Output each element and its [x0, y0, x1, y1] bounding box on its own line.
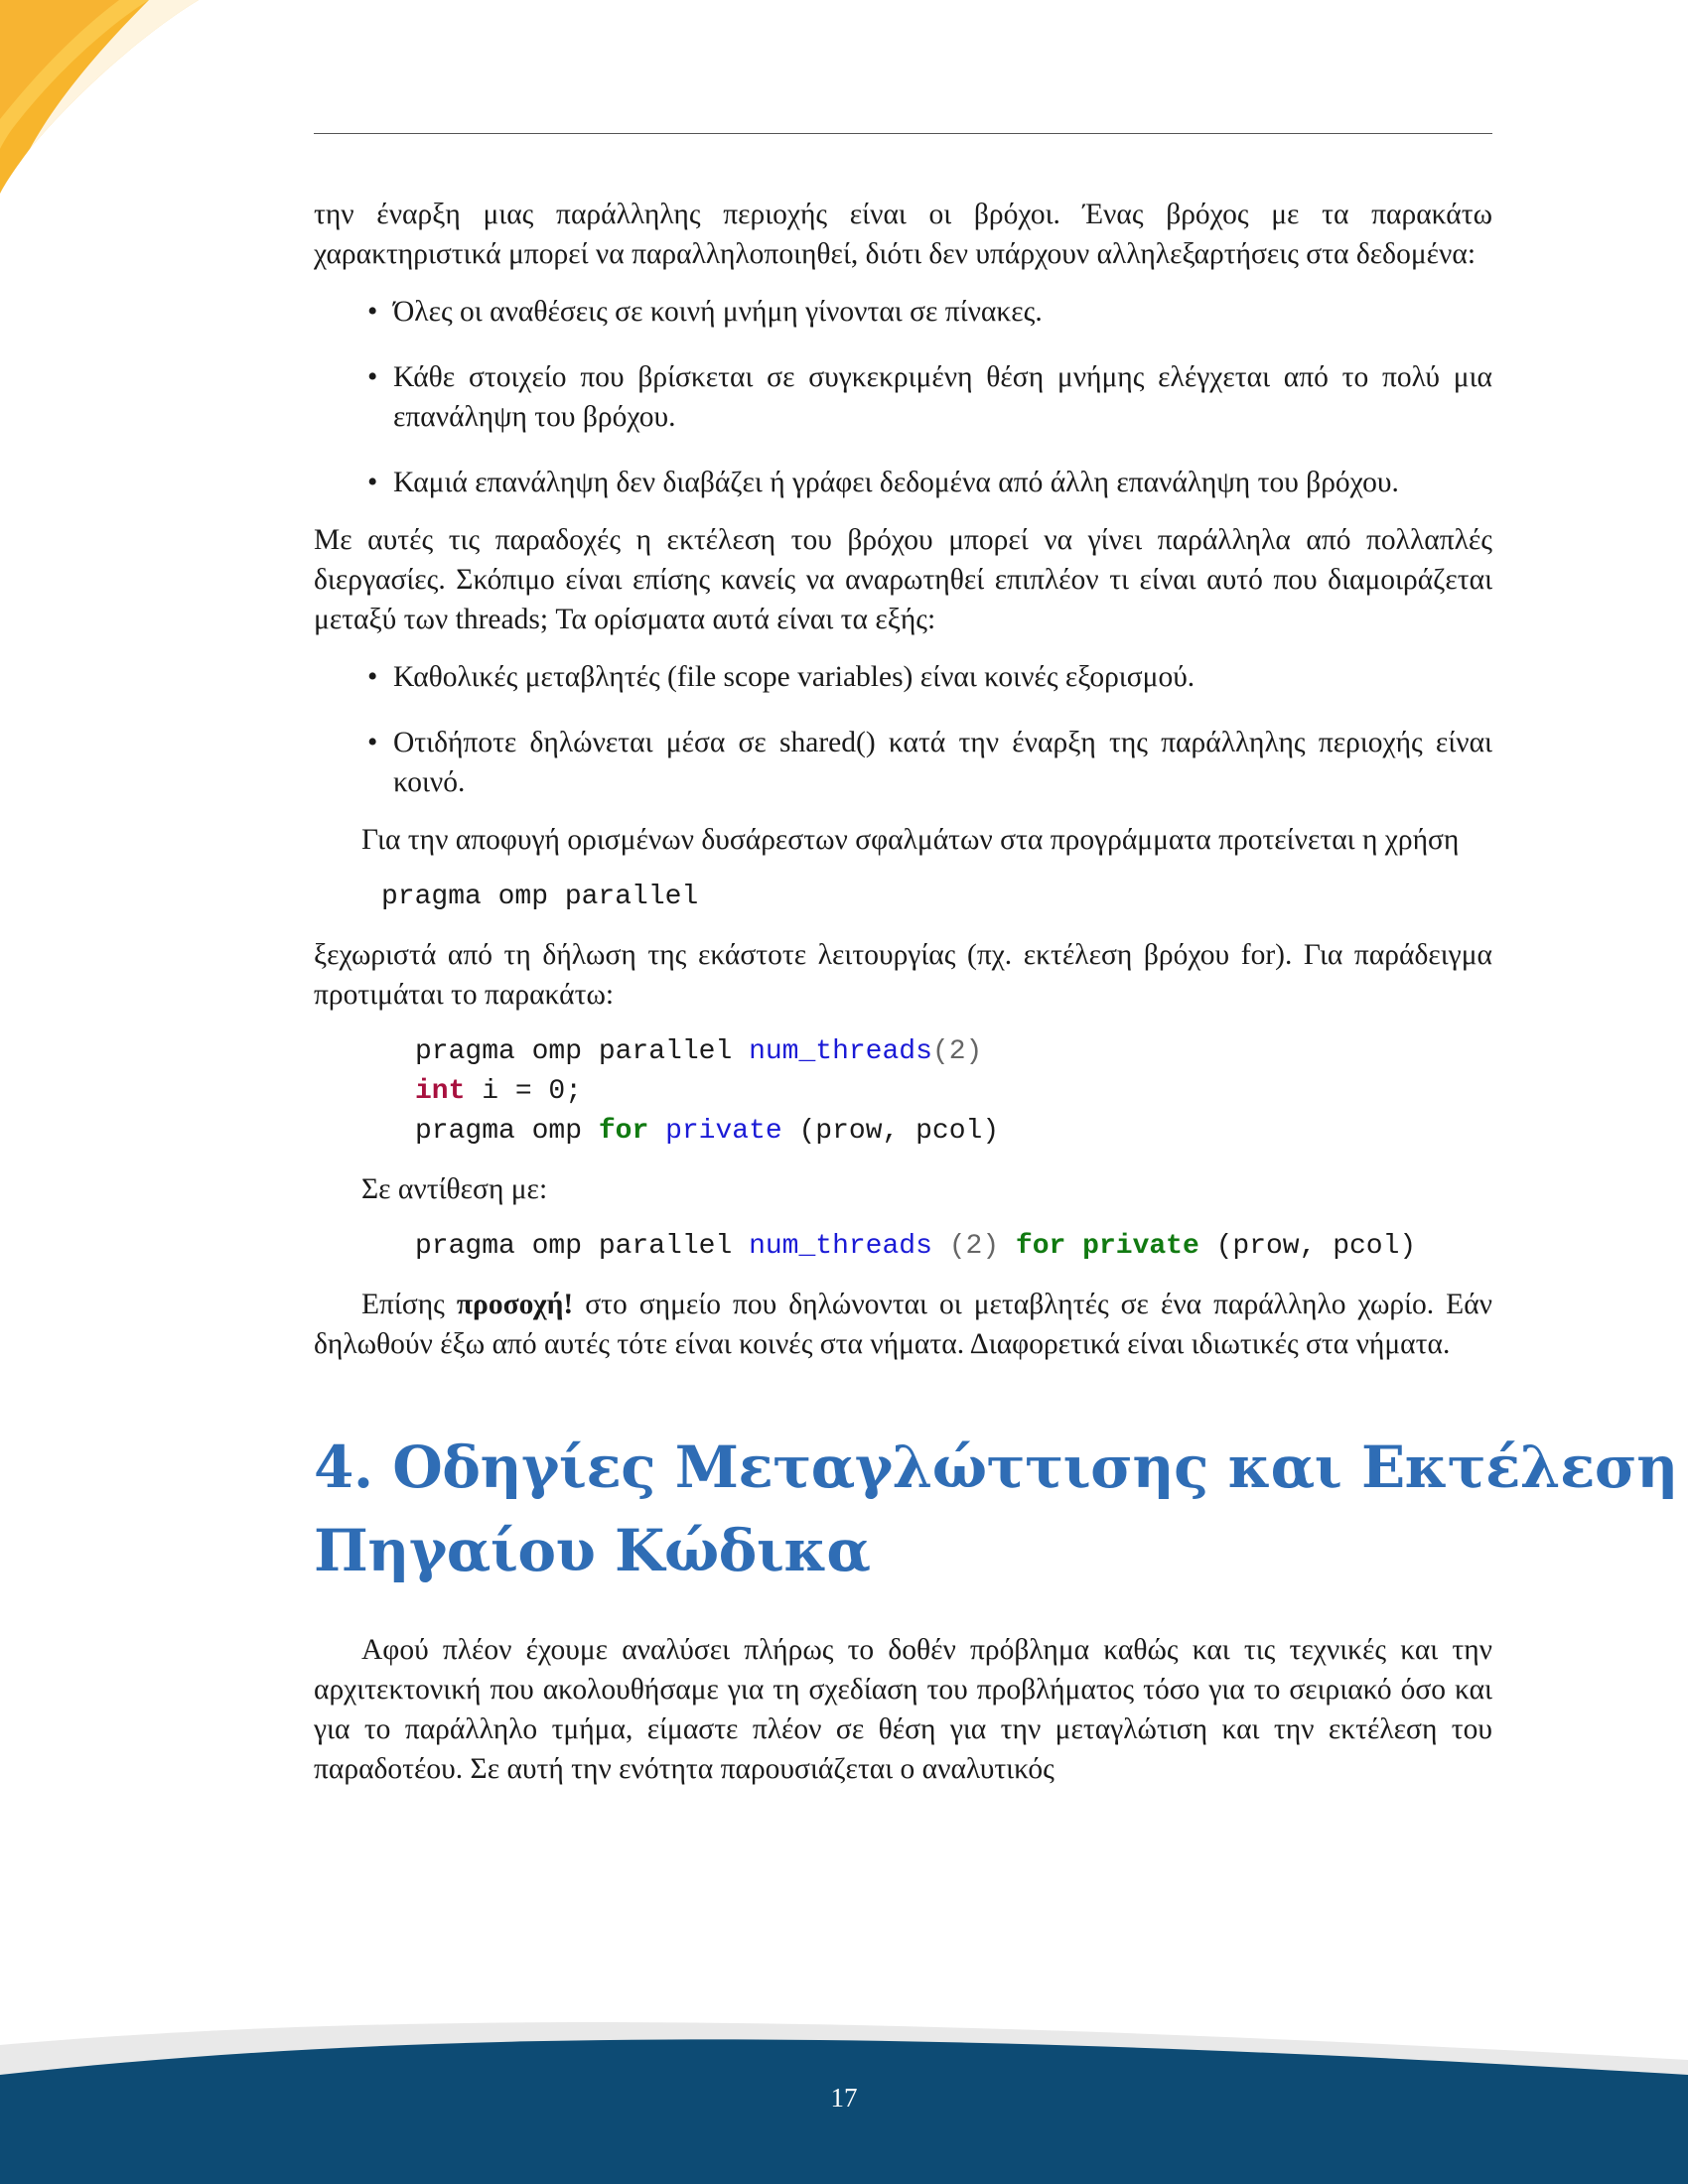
list-item: • Καμιά επανάληψη δεν διαβάζει ή γράφει δεδομένα από άλλη επανάληψη του βρόχου. [314, 463, 1492, 502]
assumptions-paragraph: Με αυτές τις παραδοχές η εκτέλεση του βρόχου μπορεί να γίνει παράλληλα από πολλαπλές διεργασίες. Σκόπιμο είναι επίσης κανείς να αναρωτηθεί επιπλέον τι είναι αυτό που διαμοιράζεται μεταξύ των threads; Τα ορίσματα αυτά είναι τα εξής: [314, 524, 1492, 635]
intro-paragraph: την έναρξη μιας παράλληλης περιοχής είναι οι βρόχοι. Ένας βρόχος με τα παρακάτω χαρακτηριστικά μπορεί να παραλληλοποιηθεί, διότι δεν υπάρχουν αλληλεξαρτήσεις στα δεδομένα: [314, 199, 1492, 270]
list-item: • Κάθε στοιχείο που βρίσκεται σε συγκεκριμένη θέση μνήμης ελέγχεται από το πολύ μια επανάληψη του βρόχου. [314, 357, 1492, 437]
code-pragma-simple: pragma omp parallel [381, 882, 699, 912]
list-item: • Οτιδήποτε δηλώνεται μέσα σε shared() κατά την έναρξη της παράλληλης περιοχής είναι κοινό. [314, 723, 1492, 802]
list-item: • Όλες οι αναθέσεις σε κοινή μνήμη γίνονται σε πίνακες. [314, 292, 1492, 332]
section-intro-paragraph: Αφού πλέον έχουμε αναλύσει πλήρως το δοθέν πρόβλημα καθώς και τις τεχνικές και την αρχιτεκτονική που ακολουθήσαμε για τη σχεδίαση του προβλήματος τόσο για το σειριακό όσο και για το παράλληλο τμήμα, είμαστε πλέον σε θέση για την μεταγλώτιση και την εκτέλεση του παραδοτέου. Σε αυτή την ενότητα παρουσιάζεται ο αναλυτικός [314, 1634, 1492, 1785]
conditions-list [314, 292, 1492, 502]
header-rule [314, 133, 1492, 134]
page-corner-decoration [0, 0, 258, 218]
contrast-paragraph: Σε αντίθεση με: [361, 1173, 548, 1205]
shared-list [314, 657, 1492, 802]
page-number: 17 [830, 2083, 858, 2113]
bullet-icon: • [367, 727, 378, 758]
note-paragraph: Επίσης προσοχή! στο σημείο που δηλώνονται οι μεταβλητές σε ένα παράλληλο χωρίο. Εάν δηλωθούν έξω από αυτές τότε είναι κοινές στα νήματα. Διαφορετικά είναι ιδιωτικές στα νήματα. [314, 1289, 1492, 1360]
bullet-icon: • [367, 296, 378, 328]
code-preferred: pragma omp parallel num_threads(2) int i = 0; pragma omp for private (prow, pcol) [415, 1036, 1000, 1147]
section-heading: 4. Οδηγίες Μεταγλώττισης και Εκτέλεση Πηγαίου Κώδικα [314, 1433, 1678, 1584]
bullet-icon: • [367, 361, 378, 393]
bullet-icon: • [367, 661, 378, 693]
page-body [314, 195, 1678, 1807]
code-contrast: pragma omp parallel num_threads (2) for private (prow, pcol) [415, 1231, 1417, 1262]
separately-paragraph: ξεχωριστά από τη δήλωση της εκάστοτε λειτουργίας (πχ. εκτέλεση βρόχου for). Για παράδειγμα προτιμάται το παρακάτω: [314, 939, 1492, 1011]
bullet-icon: • [367, 467, 378, 498]
list-item: • Καθολικές μεταβλητές (file scope variables) είναι κοινές εξορισμού. [314, 657, 1492, 697]
recommendation-paragraph: Για την αποφυγή ορισμένων δυσάρεστων σφαλμάτων στα προγράμματα προτείνεται η χρήση [361, 824, 1460, 856]
